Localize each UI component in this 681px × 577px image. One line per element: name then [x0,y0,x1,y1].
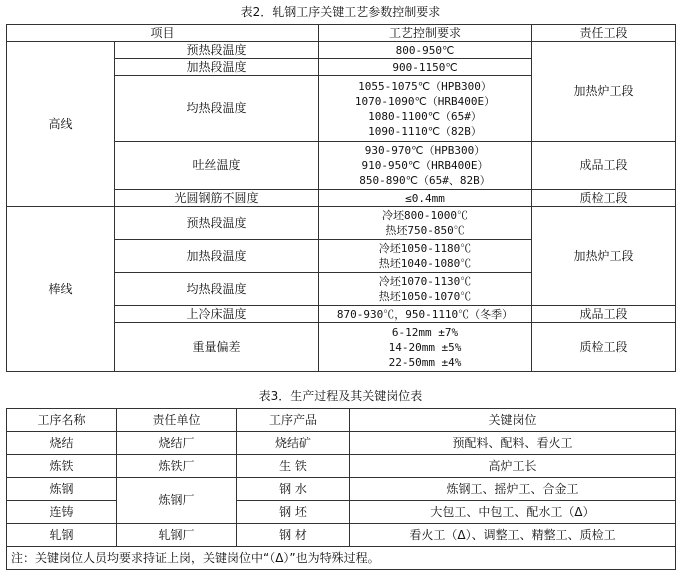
param-name: 上冷床温度 [115,306,319,323]
value-line: 1090-1110℃（82B） [368,124,482,138]
param-value: 870-930℃，950-1110℃（冬季） [319,306,532,323]
param-value [319,76,532,142]
header-requirement: 工艺控制要求 [319,25,532,42]
param-name: 均热段温度 [115,76,319,142]
value-line: 热坯1050-1070℃ [378,290,472,303]
table-row [7,524,676,547]
process-name: 炼铁 [7,455,117,478]
param-name: 光圆钢筋不圆度 [115,190,319,207]
note-row [7,547,676,570]
param-name: 加热段温度 [115,240,319,273]
value-line: 850-890℃（65#、82B） [359,174,491,187]
table-row [7,501,676,524]
process-name: 连铸 [7,501,117,524]
value-line: 1070-1090℃（HRB400E） [354,94,496,108]
param-value: 800-950℃ [319,42,532,59]
value-line: 930-970℃（HPB300） [364,144,486,157]
key-posts: 高炉工长 [350,455,676,478]
responsible-unit: 轧钢厂 [117,524,237,547]
param-name: 重量偏差 [115,323,319,372]
section-cell: 质检工段 [532,190,676,207]
table3-header-row [7,409,676,432]
responsible-unit: 炼钢厂 [117,478,237,524]
param-value [319,207,532,240]
process-product: 烧结矿 [237,432,350,455]
param-name: 均热段温度 [115,273,319,306]
process-product: 钢 坯 [237,501,350,524]
param-value [319,323,532,372]
section-cell: 成品工段 [532,142,676,190]
responsible-unit: 烧结厂 [117,432,237,455]
process-parameters-table [6,24,676,372]
process-product: 钢 材 [237,524,350,547]
value-line: 910-950℃（HRB400E） [361,159,489,172]
param-name: 预热段温度 [115,42,319,59]
param-name: 加热段温度 [115,59,319,76]
header-item: 项目 [7,25,319,42]
responsible-unit: 炼铁厂 [117,455,237,478]
value-line: 冷坯1070-1130℃ [378,275,472,288]
key-posts: 大包工、中包工、配水工（Δ） [350,501,676,524]
table-row [7,207,676,240]
value-line: 6-12mm ±7% [391,325,459,339]
section-cell: 质检工段 [532,323,676,372]
table-row [7,455,676,478]
process-name: 轧钢 [7,524,117,547]
value-line: 冷坯1050-1180℃ [378,242,472,255]
table-row [7,42,676,59]
section-cell: 成品工段 [532,306,676,323]
param-value: ≤0.4mm [319,190,532,207]
table-note: 注：关键岗位人员均要求持证上岗，关键岗位中“（Δ）”也为特殊过程。 [7,547,676,570]
header-posts: 关键岗位 [350,409,676,432]
process-product: 钢 水 [237,478,350,501]
param-value [319,142,532,190]
param-value [319,273,532,306]
key-posts: 预配料、配料、看火工 [350,432,676,455]
header-unit: 责任单位 [117,409,237,432]
table-row [7,478,676,501]
value-line: 热坯1040-1080℃ [378,257,472,270]
process-name: 炼钢 [7,478,117,501]
key-posts: 炼钢工、摇炉工、合金工 [350,478,676,501]
value-line: 热坯750-850℃ [385,224,465,237]
group-label-bar: 棒线 [7,207,115,372]
header-process: 工序名称 [7,409,117,432]
key-posts-table [6,408,676,570]
header-product: 工序产品 [237,409,350,432]
table3-caption: 表3．生产过程及其关键岗位表 [258,389,423,403]
table-row [7,432,676,455]
process-name: 烧结 [7,432,117,455]
table2-caption: 表2．轧钢工序关键工艺参数控制要求 [240,5,441,19]
param-name: 预热段温度 [115,207,319,240]
group-label-high-wire: 高线 [7,42,115,207]
value-line: 冷坯800-1000℃ [382,209,468,222]
value-line: 1080-1100℃（65#） [368,109,482,123]
header-section: 责任工段 [532,25,676,42]
section-cell: 加热炉工段 [532,42,676,142]
param-value [319,240,532,273]
value-line: 14-20mm ±5% [388,340,462,354]
param-value: 900-1150℃ [319,59,532,76]
value-line: 1055-1075℃（HPB300） [358,79,492,93]
process-product: 生 铁 [237,455,350,478]
key-posts: 看火工（Δ）、调整工、精整工、质检工 [350,524,676,547]
value-line: 22-50mm ±4% [388,355,462,369]
section-cell: 加热炉工段 [532,207,676,306]
table2-header-row [7,25,676,42]
param-name: 吐丝温度 [115,142,319,190]
